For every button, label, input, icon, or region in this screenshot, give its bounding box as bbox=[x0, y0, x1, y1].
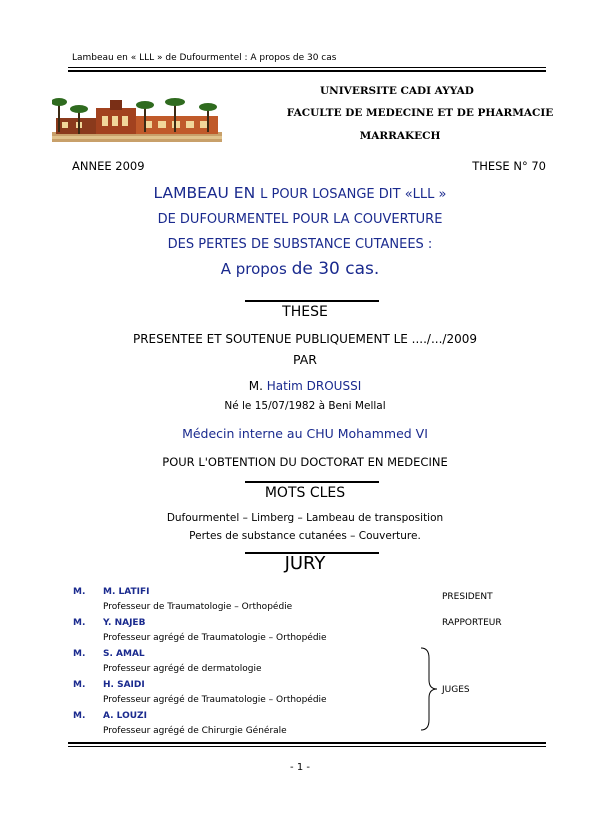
title-line-4 bbox=[80, 257, 520, 282]
title-line-1 bbox=[80, 181, 520, 207]
year-label: ANNEE 2009 bbox=[72, 159, 145, 173]
purpose-line: POUR L'OBTENTION DU DOCTORAT EN MEDECINE bbox=[162, 455, 448, 469]
jury-heading: JURY bbox=[284, 553, 326, 574]
thesis-number: THESE N° 70 bbox=[472, 159, 546, 173]
keywords-line-2: Pertes de substance cutanées – Couverture. bbox=[189, 530, 421, 542]
header-rule bbox=[68, 67, 546, 68]
jury-title-2: Professeur agrégé de Traumatologie – Orthopédie bbox=[103, 633, 327, 643]
jury-title-4: Professeur agrégé de Traumatologie – Orthopédie bbox=[103, 695, 327, 705]
city-name: MARRAKECH bbox=[359, 130, 441, 142]
role-rapporteur: RAPPORTEUR bbox=[442, 618, 502, 628]
par-label: PAR bbox=[293, 352, 317, 367]
footer-rule-thick bbox=[68, 742, 546, 744]
title-line-1a: LAMBEAU EN bbox=[153, 184, 261, 202]
author-prefix: M. bbox=[248, 379, 267, 393]
faculty-building-logo bbox=[52, 94, 222, 142]
title-line-4b: de 30 cas. bbox=[291, 259, 380, 279]
jury-name-4: H. SAIDI bbox=[103, 680, 145, 690]
title-line-3: DES PERTES DE SUBSTANCE CUTANEES : bbox=[167, 237, 433, 252]
jury-title-3: Professeur agrégé de dermatologie bbox=[103, 664, 262, 674]
faculty-name: FACULTE DE MEDECINE ET DE PHARMACIE bbox=[286, 107, 554, 119]
jury-prefix-3: M. bbox=[73, 649, 86, 659]
title-line-2: DE DUFOURMENTEL POUR LA COUVERTURE bbox=[157, 212, 443, 227]
author-line bbox=[70, 379, 540, 393]
jury-title-1: Professeur de Traumatologie – Orthopédie bbox=[103, 602, 293, 612]
jury-prefix-4: M. bbox=[73, 680, 86, 690]
jury-name-5: A. LOUZI bbox=[103, 711, 147, 721]
thesis-title bbox=[80, 181, 520, 282]
jury-prefix-1: M. bbox=[73, 587, 86, 597]
jury-name-3: S. AMAL bbox=[103, 649, 145, 659]
university-name: UNIVERSITE CADI AYYAD bbox=[320, 85, 474, 97]
juges-brace bbox=[417, 646, 439, 732]
role-president: PRESIDENT bbox=[442, 592, 493, 602]
keywords-heading: MOTS CLES bbox=[264, 485, 346, 501]
role-juges: JUGES bbox=[442, 685, 470, 695]
these-heading: THESE bbox=[282, 304, 328, 320]
birth-line: Né le 15/07/1982 à Beni Mellal bbox=[224, 400, 386, 412]
footer-rule bbox=[68, 746, 546, 747]
title-line-4a: A propos bbox=[220, 260, 292, 278]
jury-name-1: M. LATIFI bbox=[103, 587, 150, 597]
presented-line: PRESENTEE ET SOUTENUE PUBLIQUEMENT LE ..../.../2009 bbox=[132, 332, 478, 346]
title-line-1b: L POUR LOSANGE DIT «LLL » bbox=[260, 187, 447, 202]
jury-name-2: Y. NAJEB bbox=[103, 618, 146, 628]
page-number: - 1 - bbox=[290, 762, 310, 773]
running-header: Lambeau en « LLL » de Dufourmentel : A propos de 30 cas bbox=[72, 53, 337, 63]
these-rule bbox=[245, 300, 379, 302]
jury-title-5: Professeur agrégé de Chirurgie Générale bbox=[103, 726, 287, 736]
jury-prefix-5: M. bbox=[73, 711, 86, 721]
keywords-line-1: Dufourmentel – Limberg – Lambeau de transposition bbox=[166, 512, 444, 524]
author-role: Médecin interne au CHU Mohammed VI bbox=[182, 426, 428, 441]
author-name: Hatim DROUSSI bbox=[266, 379, 362, 393]
jury-prefix-2: M. bbox=[73, 618, 86, 628]
keywords-rule bbox=[245, 481, 379, 483]
header-rule-thick bbox=[68, 70, 546, 72]
